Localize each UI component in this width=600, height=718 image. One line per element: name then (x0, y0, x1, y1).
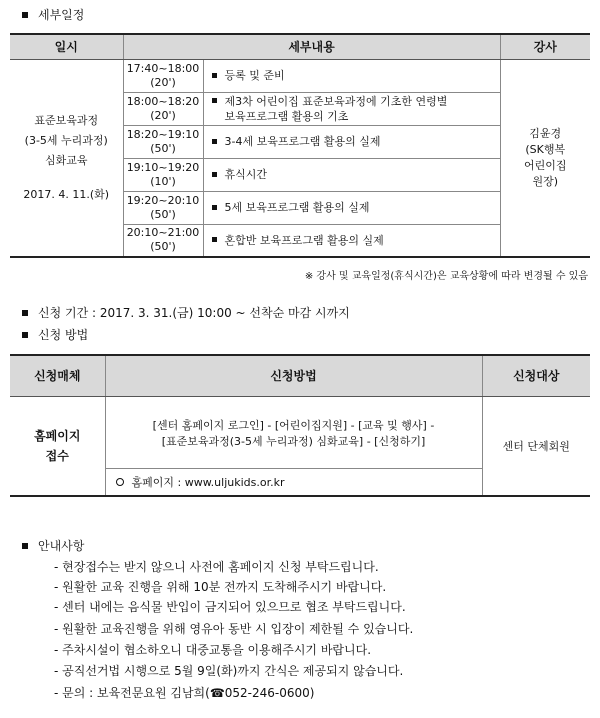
homepage-link[interactable]: 홈페이지 : www.uljukids.or.kr (131, 475, 285, 489)
bullet-square-icon (212, 172, 217, 177)
target-cell: 센터 단체회원 (482, 396, 590, 496)
bullet-square-icon (212, 98, 217, 103)
content-cell: 5세 보육프로그램 활용의 실제 (203, 191, 500, 224)
apply-period: 신청 기간 : 2017. 3. 31.(금) 10:00 ~ 선착순 마감 시까지 (22, 304, 350, 321)
apply-section-title: 신청 방법 (22, 326, 88, 343)
header-method: 신청방법 (105, 355, 482, 396)
header-content: 세부내용 (123, 34, 500, 59)
schedule-header-row (10, 34, 590, 59)
guide-item: - 원활한 교육 진행을 위해 10분 전까지 도착해주시기 바랍니다. (54, 580, 387, 594)
bullet-square-icon (212, 139, 217, 144)
guide-section-title: 안내사항 (22, 537, 84, 554)
bullet-square-icon (22, 310, 28, 316)
date-cell (10, 59, 123, 257)
content-cell: 3-4세 보육프로그램 활용의 실제 (203, 125, 500, 158)
time-cell: 19:20~20:10 (50') (123, 191, 203, 224)
bullet-square-icon (22, 12, 28, 18)
guide-item: - 공직선거법 시행으로 5월 9일(화)까지 간식은 제공되지 않습니다. (54, 664, 404, 678)
guide-item: - 센터 내에는 음식물 반입이 금지되어 있으므로 협조 부탁드립니다. (54, 600, 406, 614)
content-cell: 휴식시간 (203, 158, 500, 191)
header-lecturer: 강사 (500, 34, 590, 59)
time-cell: 17:40~18:00 (20') (123, 59, 203, 92)
schedule-table (10, 33, 590, 258)
homepage-cell (105, 468, 482, 496)
bullet-square-icon (212, 237, 217, 242)
schedule-note: ※ 강사 및 교육일정(휴식시간)은 교육상황에 따라 변경될 수 있음 (304, 271, 588, 282)
schedule-section-title: 세부일정 (22, 6, 84, 23)
lecturer-cell: 김윤경 (SK행복 어린이집 원장) (500, 59, 590, 257)
apply-header-row (10, 355, 590, 396)
time-cell: 19:10~19:20 (10') (123, 158, 203, 191)
time-cell: 18:00~18:20 (20') (123, 92, 203, 125)
bullet-square-icon (212, 73, 217, 78)
course-name-line: (3-5세 누리과정) (24, 133, 108, 147)
bullet-square-icon (22, 332, 28, 338)
content-cell: 등록 및 준비 (203, 59, 500, 92)
header-datetime: 일시 (10, 34, 123, 59)
course-name-line: 표준보육과정 (34, 113, 99, 127)
time-cell: 18:20~19:10 (50') (123, 125, 203, 158)
circle-bullet-icon (116, 478, 124, 486)
time-cell: 20:10~21:00 (50') (123, 224, 203, 257)
bullet-square-icon (212, 205, 217, 210)
content-cell: 혼합반 보육프로그램 활용의 실제 (203, 224, 500, 257)
table-row (10, 396, 590, 468)
header-media: 신청매체 (10, 355, 105, 396)
apply-table (10, 354, 590, 497)
bullet-square-icon (22, 543, 28, 549)
header-target: 신청대상 (482, 355, 590, 396)
course-name-line: 심화교육 (44, 153, 88, 167)
content-cell: 제3차 어린이집 표준보육과정에 기초한 연령별 보육프로그램 활용의 기초 (203, 92, 500, 125)
guide-item: - 현장접수는 받지 않으니 사전에 홈페이지 신청 부탁드립니다. (54, 560, 379, 574)
method-cell: [센터 홈페이지 로그인] - [어린이집지원] - [교육 및 행사] - [표준보육과정(3-5세 누리과정) 심화교육] - [신청하기] (105, 396, 482, 468)
course-date: 2017. 4. 11.(화) (23, 187, 110, 201)
guide-item: - 주차시설이 협소하오니 대중교통을 이용해주시기 바랍니다. (54, 643, 372, 657)
guide-item: - 원활한 교육진행을 위해 영유아 동반 시 입장이 제한될 수 있습니다. (54, 622, 414, 636)
guide-item-contact: - 문의 : 보육전문요원 김남희(☎052-246-0600) (54, 686, 315, 700)
media-cell: 홈페이지 접수 (34, 428, 81, 463)
table-row (10, 59, 590, 92)
